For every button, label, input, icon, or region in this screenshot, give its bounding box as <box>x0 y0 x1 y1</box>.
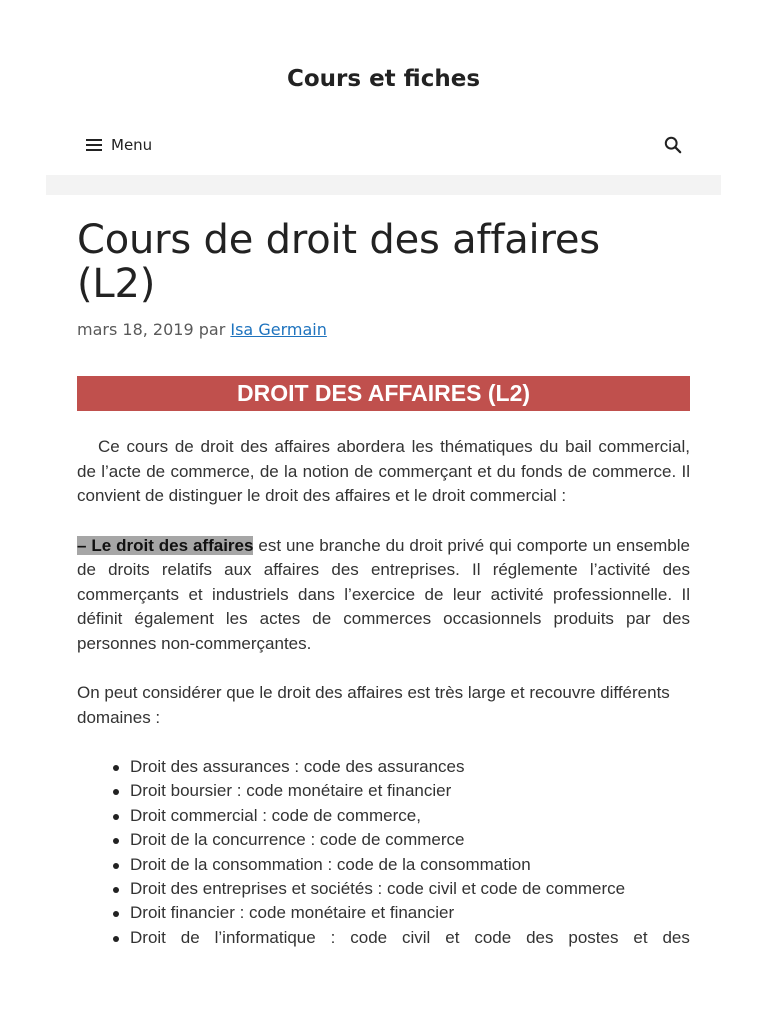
list-item <box>130 926 690 950</box>
publish-date: mars 18, 2019 <box>77 320 194 339</box>
definition-paragraph <box>77 534 690 657</box>
menu-toggle-button[interactable] <box>86 134 152 156</box>
author-link[interactable]: Isa Germain <box>230 320 327 339</box>
menu-label: Menu <box>111 136 153 154</box>
definition-text: est une branche du droit privé qui comporte un ensemble de droits relatifs aux affaires des entreprises. Il réglemente l’activité des commerçants et industriels dans l’exercice de leur activité professionnelle. Il définit également les actes de commerces occasionnels produits par des personnes non-commerçantes. <box>77 535 690 653</box>
domains-list <box>77 755 690 950</box>
list-item: Droit de la consommation : code de la consommation <box>130 853 690 877</box>
article-meta <box>77 320 690 339</box>
search-icon[interactable] <box>664 136 682 154</box>
list-item: Droit commercial : code de commerce, <box>130 804 690 828</box>
bullet-icon <box>113 911 119 917</box>
list-item: Droit des entreprises et sociétés : code civil et code de commerce <box>130 877 690 901</box>
header-separator <box>46 175 721 195</box>
byline-prefix: par <box>198 320 226 339</box>
bullet-icon <box>113 936 119 942</box>
bullet-icon <box>113 765 119 771</box>
list-item: Droit de la concurrence : code de commerce <box>130 828 690 852</box>
list-item: Droit des assurances : code des assurances <box>130 755 690 779</box>
bullet-icon <box>113 814 119 820</box>
bullet-icon <box>113 887 119 893</box>
bullet-icon <box>113 789 119 795</box>
bullet-icon <box>113 838 119 844</box>
domains-intro-paragraph: On peut considérer que le droit des affaires est très large et recouvre différents domaines : <box>77 683 670 727</box>
main-navigation <box>46 128 721 162</box>
site-title[interactable]: Cours et fiches <box>286 66 481 92</box>
article-title: Cours de droit des affaires (L2) <box>77 217 600 307</box>
intro-paragraph: Ce cours de droit des affaires abordera les thématiques du bail commercial, de l’acte de commerce, de la notion de commerçant et du fonds de commerce. Il convient de distinguer le droit des affaires et le droit commercial : <box>77 437 690 505</box>
list-item: Droit financier : code monétaire et financier <box>130 901 690 925</box>
highlighted-term: – Le droit des affaires <box>77 535 254 555</box>
section-heading-banner: DROIT DES AFFAIRES (L2) <box>77 376 690 411</box>
hamburger-icon <box>86 139 102 151</box>
site-container <box>46 48 721 947</box>
list-item-truncated-text: Droit de l’informatique : code civil et code des postes et des <box>130 927 690 947</box>
article-content <box>77 218 690 950</box>
bullet-icon <box>113 863 119 869</box>
list-item: Droit boursier : code monétaire et financier <box>130 779 690 803</box>
